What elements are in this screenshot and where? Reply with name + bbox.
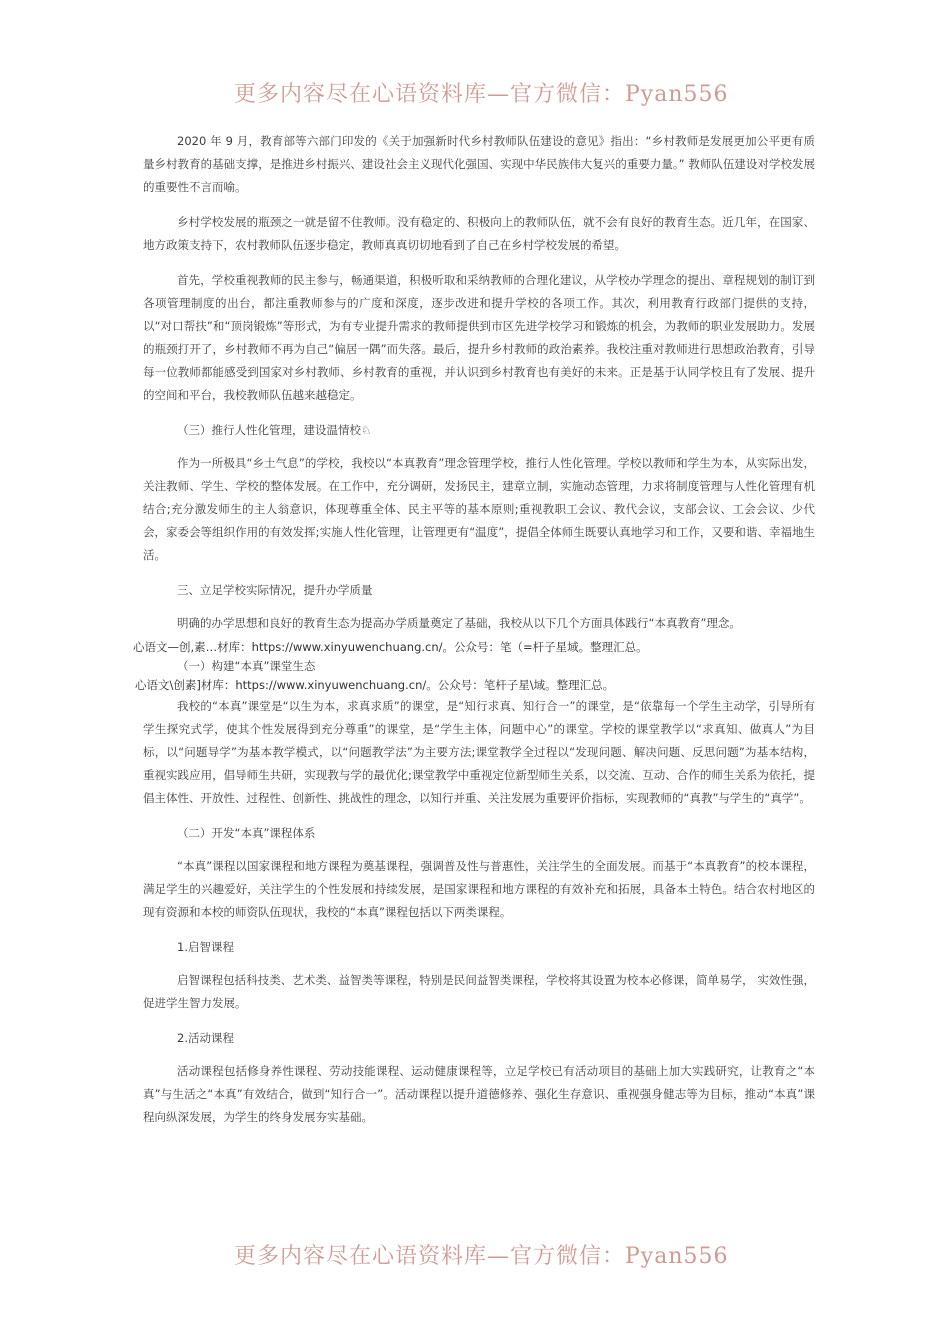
section-heading: （三）推行人性化管理，建设温情校♘ — [177, 423, 372, 437]
banner-text: 更多内容尽在心语资料库—官方微信：Pyan556 — [234, 1243, 729, 1269]
footer-banner — [228, 1234, 728, 1274]
subsection-heading: 2.活动课程 — [177, 1031, 234, 1045]
paragraph: 作为一所极具“乡土气息”的学校，我校以“本真教育”理念管理学校，推行人性化管理。学校以教师和学生为本，从实际出发，关注教师、学生、学校的整体发展。在工作中，充分调研，发扬民主，建章立制，实施动态管理，力求将制度管理与人性化管理有机结合;充分激发师生的主人翁意识，体现尊重全体、民主平等的基本原则;重视教职工会议、教代会议，支部会议、工会会议、少代会，家委会等组织作用的有效发挥;实施人性化管理，让管理更有“温度”，提倡全体师生既要认真地学习和工作，又要和谐、幸福地生活。 — [143, 456, 815, 562]
paragraph: 2020 年 9 月，教育部等六部门印发的《关于加强新时代乡村教师队伍建设的意见》指出：“乡村教师是发展更加公平更有质量乡村教育的基础支撑，是推进乡村振兴、建设社会主义现代化强国、实现中华民族伟大复兴的重要力量。” 教师队伍建设对学校发展的重要性不言而喻。 — [143, 134, 815, 194]
paragraph: 乡村学校发展的瓶颈之一就是留不住教师。没有稳定的、积极向上的教师队伍，就不会有良好的教育生态。近几年，在国家、地方政策支持下，农村教师队伍逐步稳定，教师真真切切地看到了自己在乡村学校发展的希望。 — [143, 215, 815, 252]
paragraph: “本真”课程以国家课程和地方课程为奠基课程，强调普及性与普惠性，关注学生的全面发展。而基于“本真教育”的校本课程，满足学生的兴趣爱好，关注学生的个性发展和持续发展，是国家课程和地方课程的有效补充和拓展，具备本土特色。结合农村地区的现有资源和本校的师资队伍现状，我校的“本真”课程包括以下两类课程。 — [143, 859, 815, 919]
paragraph: 首先，学校重视教师的民主参与，畅通渠道，积极听取和采纳教师的合理化建议，从学校办学理念的提出、章程规划的制订到各项管理制度的出台，都注重教师参与的广度和深度，逐步改进和提升学校的各项工作。其次，利用教育行政部门提供的支持，以“对口帮扶”和“顶岗锻炼”等形式，为有专业提升需求的教师提供到市区先进学校学习和锻炼的机会，为教师的职业发展助力。发展的瓶颈打开了，乡村教师不再为自己“偏居一隅”而失落。最后，提升乡村教师的政治素养。我校注重对教师进行思想政治教育，引导每一位教师都能感受到国家对乡村教师、乡村教育的重视，并认识到乡村教育也有美好的未来。正是基于认同学校且有了发展、提升的空间和平台，我校教师队伍越来越稳定。 — [143, 273, 815, 402]
section-heading: （一）构建“本真”课堂生态 — [177, 659, 316, 673]
paragraph: 我校的“本真”课堂是“以生为本，求真求质”的课堂，是“知行求真、知行合一”的课堂，是“依靠每一个学生主动学，引导所有学生探究式学，使其个性发展得到充分尊重”的课堂，是“学生主体，问题中心”的课堂。学校的课堂教学以“求真知、做真人”为目标，以“问题导学”为基本教学模式，以“问题教学法”为主要方法;课堂教学全过程以“发现问题、解决问题、反思问题”为基本结构，重视实践应用，倡导师生共研，实现教与学的最优化;课堂教学中重视定位新型师生关系，以交流、互动、合作的师生关系为依托，提倡主体性、开放性、过程性、创新性、挑战性的理念，以知行并重、关注发展为重要评价指标，实现教师的“真教”与学生的“真学”。 — [143, 699, 815, 805]
section-heading: （二）开发“本真”课程体系 — [177, 826, 316, 840]
subsection-heading: 1.启智课程 — [177, 940, 234, 954]
header-banner — [228, 72, 728, 112]
banner-text: 更多内容尽在心语资料库—官方微信：Pyan556 — [234, 81, 729, 107]
section-heading: 三、立足学校实际情况，提升办学质量 — [177, 583, 373, 597]
watermark-line: 心语文—创,素…材库：https://www.xinyuwenchuang.cn/。公众号：笔（=杆子星域。整理汇总。 — [133, 640, 648, 654]
paragraph: 明确的办学思想和良好的教育生态为提高办学质量奠定了基础，我校从以下几个方面具体践行“本真教育”理念。 — [177, 616, 741, 630]
paragraph: 启智课程包括科技类、艺术类、益智类等课程，特别是民间益智类课程，学校将其设置为校本必修课，简单易学， 实效性强，促进学生智力发展。 — [143, 973, 815, 1010]
document-body — [133, 130, 815, 1141]
paragraph: 活动课程包括修身养性课程、劳动技能课程、运动健康课程等，立足学校已有活动项目的基础上加大实践研究，让教育之“本真”与生活之“本真”有效结合，做到“知行合一”。活动课程以提升道德修养、强化生存意识、重视强身健志等为目标，推动“本真”课程向纵深发展，为学生的终身发展夯实基础。 — [143, 1064, 815, 1124]
watermark-line: 心语文\创素]材库：https://www.xinyuwenchuang.cn/。公众号：笔杆子星\域。整理汇总。 — [135, 678, 615, 692]
